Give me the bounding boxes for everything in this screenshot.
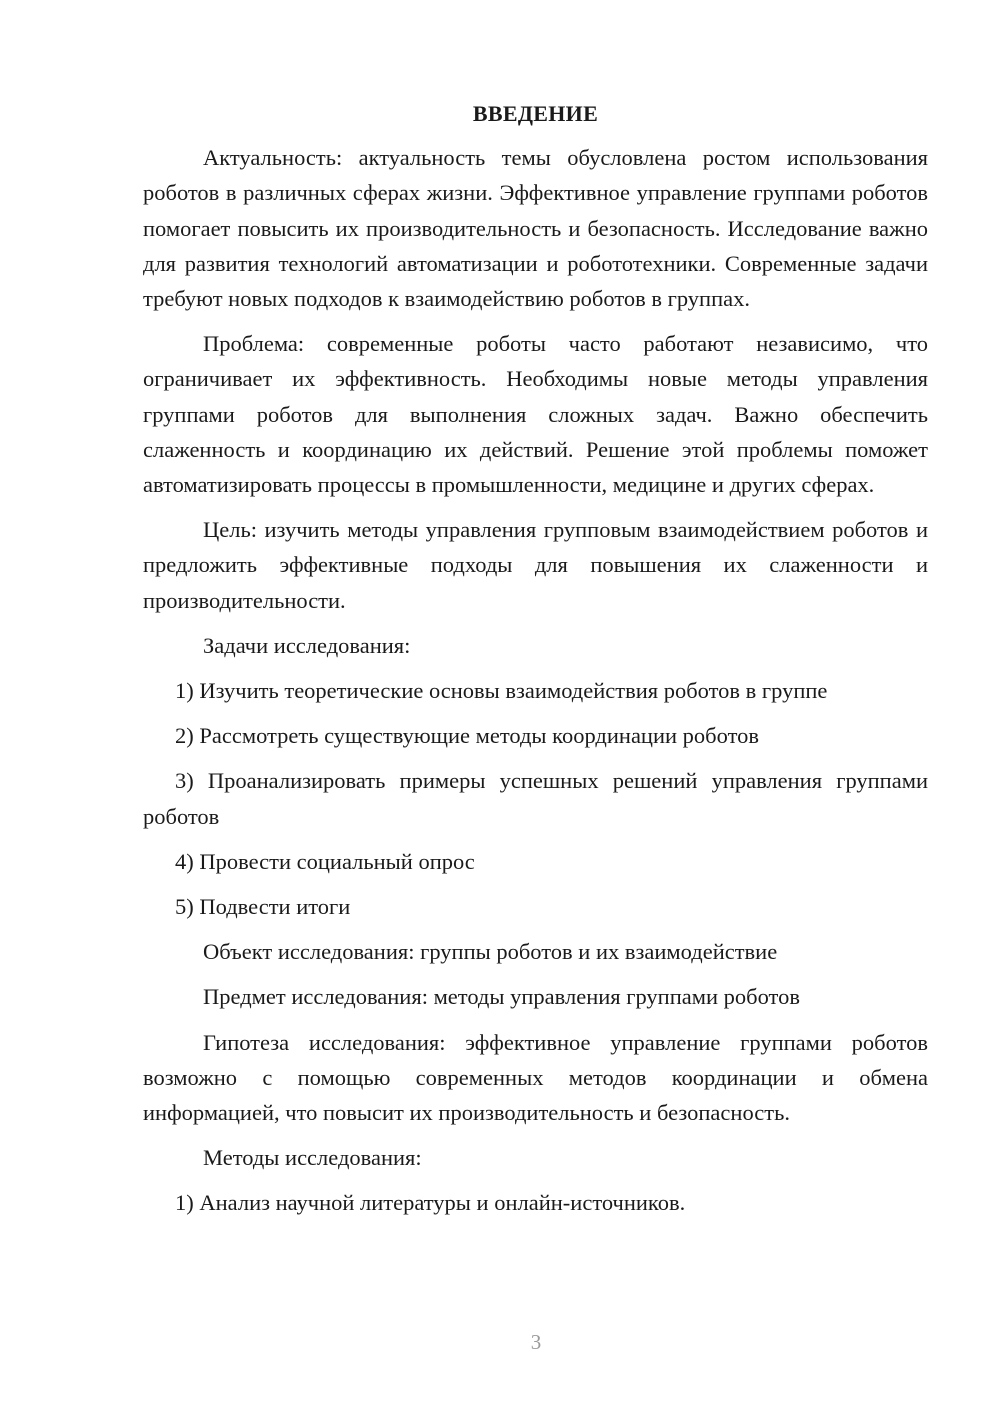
hypothesis-paragraph: Гипотеза исследования: эффективное управление группами роботов возможно с помощью современных методов координации и обмена информацией, что повысит их производительность и безопасность. [143,1029,928,1126]
page-title: ВВЕДЕНИЕ [472,101,599,126]
task-item-1: 1) Изучить теоретические основы взаимодействия роботов в группе [175,678,828,704]
page-number: 3 [530,1330,542,1354]
relevance-paragraph: Актуальность: актуальность темы обусловлена ростом использования роботов в различных сферах жизни. Эффективное управление группами роботов помогает повысить их производительность и безопасность. Исследование важно для развития технологий автоматизации и робототехники. Современные задачи требуют новых подходов к взаимодействию роботов в группах. [143,145,928,312]
task-item-3: 3) Проанализировать примеры успешных решений управления группами роботов [143,768,928,829]
task-item-5: 5) Подвести итоги [175,894,351,920]
research-object: Объект исследования: группы роботов и их взаимодействие [203,939,778,965]
document-body [143,96,928,1231]
task-item-2: 2) Рассмотреть существующие методы координации роботов [175,723,759,749]
goal-paragraph: Цель: изучить методы управления групповым взаимодействием роботов и предложить эффективные подходы для повышения их слаженности и производительности. [143,517,928,613]
method-item-1: 1) Анализ научной литературы и онлайн-источников. [175,1190,686,1216]
problem-paragraph: Проблема: современные роботы часто работают независимо, что ограничивает их эффективность. Необходимы новые методы управления группами роботов для выполнения сложных задач. Важно обеспечить слаженность и координацию их действий. Решение этой проблемы поможет автоматизировать процессы в промышленности, медицине и других сферах. [143,331,928,498]
tasks-heading: Задачи исследования: [203,632,411,658]
task-item-4: 4) Провести социальный опрос [175,848,475,874]
research-subject: Предмет исследования: методы управления группами роботов [203,984,800,1010]
methods-heading: Методы исследования: [203,1145,422,1171]
